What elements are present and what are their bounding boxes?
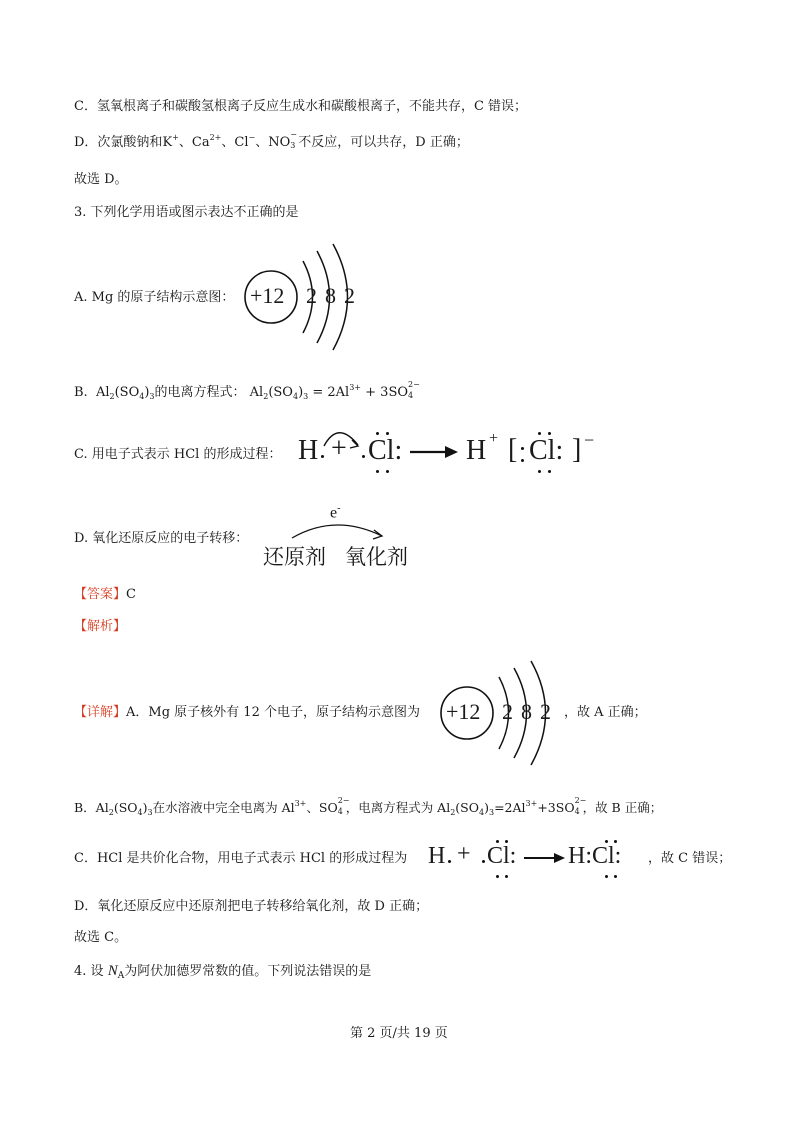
q3-option-c-label: C. 用电子式表示 HCl 的形成过程： (74, 447, 282, 462)
q3-option-b: B. $Al_2(SO_4)_3$的电离方程式： $Al_2(SO_4)_3 = 2Al^{3+} + 3SO$ 2− 4 (74, 380, 420, 401)
c-product-dot-l1 (521, 447, 524, 450)
answer-line: 【答案】C (74, 587, 136, 602)
dc-product-dot-b1 (605, 875, 608, 878)
dc-cl-dot-b2 (505, 875, 508, 878)
detail-c-suffix: ，故 C 错误； (648, 851, 732, 866)
atom-a-shell-2: 8 (325, 283, 336, 308)
c-product-h-charge: + (489, 430, 499, 447)
q3-option-a-label: A. Mg 的原子结构示意图： (74, 290, 235, 305)
c-h: H (298, 435, 319, 466)
detail-conclusion: 故选 C。 (74, 930, 128, 945)
d-reducer: 还原剂 (263, 545, 326, 569)
detail-d-text: D．氧化还原反应中还原剂把电子转移给氧化剂，故 D 正确； (74, 899, 429, 914)
dc-arrow (0, 0, 10, 10)
dc-product-hcl: H:Cl: (568, 843, 622, 869)
c-bracket-right: ] (572, 434, 582, 465)
prev-option-c-text: C．氢氧根离子和碳酸氢根离子反应生成水和碳酸根离子，不能共存，C 错误； (74, 99, 528, 114)
detail-c-prefix: C．HCl 是共价化合物，用电子式表示 HCl 的形成过程为 (74, 851, 408, 866)
dc-h: H (428, 843, 446, 869)
q3-option-d-label: D. 氧化还原反应的电子转移： (74, 531, 249, 546)
c-product-h: H (466, 435, 487, 466)
c-cl-electron-left (362, 455, 365, 458)
dc-product-dot-b2 (614, 875, 617, 878)
c-product-charge: − (584, 430, 595, 450)
c-product-dot-l2 (521, 459, 524, 462)
dc-cl-dot-b1 (496, 875, 499, 878)
c-product-cl: Cl: (529, 435, 564, 466)
prev-option-d-text: D．次氯酸钠和K+、$Ca^{2+}$、Cl−、NO − 3 不反应，可以共存，D 正确； (74, 130, 469, 150)
dc-plus: + (457, 841, 471, 867)
c-cl: Cl: (368, 435, 403, 466)
c-product-dot-b1 (538, 470, 541, 473)
c-cl-electron-bot1 (376, 470, 379, 473)
prev-conclusion: 故选 D。 (74, 172, 128, 187)
q3-stem: 3. 下列化学用语或图示表达不正确的是 (74, 205, 299, 220)
c-h-electron (321, 455, 324, 458)
atom-a-nucleus: +12 (250, 283, 285, 308)
dc-cl: Cl: (487, 843, 517, 869)
q4-stem: 4. 设 $N_A$为阿伏加德罗常数的值。下列说法错误的是 (74, 963, 372, 981)
analysis-label: 【解析】 (74, 619, 127, 634)
atom-a-shell-1: 2 (306, 283, 317, 308)
atom-detail-shell-3: 2 (540, 699, 551, 724)
c-bracket-left: [ (508, 434, 518, 465)
detail-b: B．$Al_2(SO_4)_3$在水溶液中完全电离为 $Al^{3+}$、SO 2− 4 ，电离方程式为 $Al_2(SO_4)_3=2Al^{3+}+3SO$ 2− 4 ，故 B 正确； (74, 796, 663, 817)
atom-detail-shell-1: 2 (502, 699, 513, 724)
dc-h-electron (448, 860, 451, 863)
page-footer: 第 2 页/共 19 页 (350, 1026, 448, 1041)
atom-detail-shell-2: 8 (521, 699, 532, 724)
c-product-dot-b2 (548, 470, 551, 473)
atom-detail-nucleus: +12 (446, 699, 481, 724)
detail-a-prefix: 【详解】A．Mg 原子核外有 12 个电子，原子结构示意图为 (74, 705, 420, 720)
c-plus: + (331, 433, 347, 464)
d-electron: e- (330, 503, 341, 522)
detail-a-suffix: ，故 A 正确； (564, 705, 647, 720)
d-oxidizer: 氧化剂 (345, 545, 408, 569)
atom-a-shell-3: 2 (344, 283, 355, 308)
dc-cl-electron-left (482, 860, 485, 863)
c-cl-electron-bot2 (386, 470, 389, 473)
